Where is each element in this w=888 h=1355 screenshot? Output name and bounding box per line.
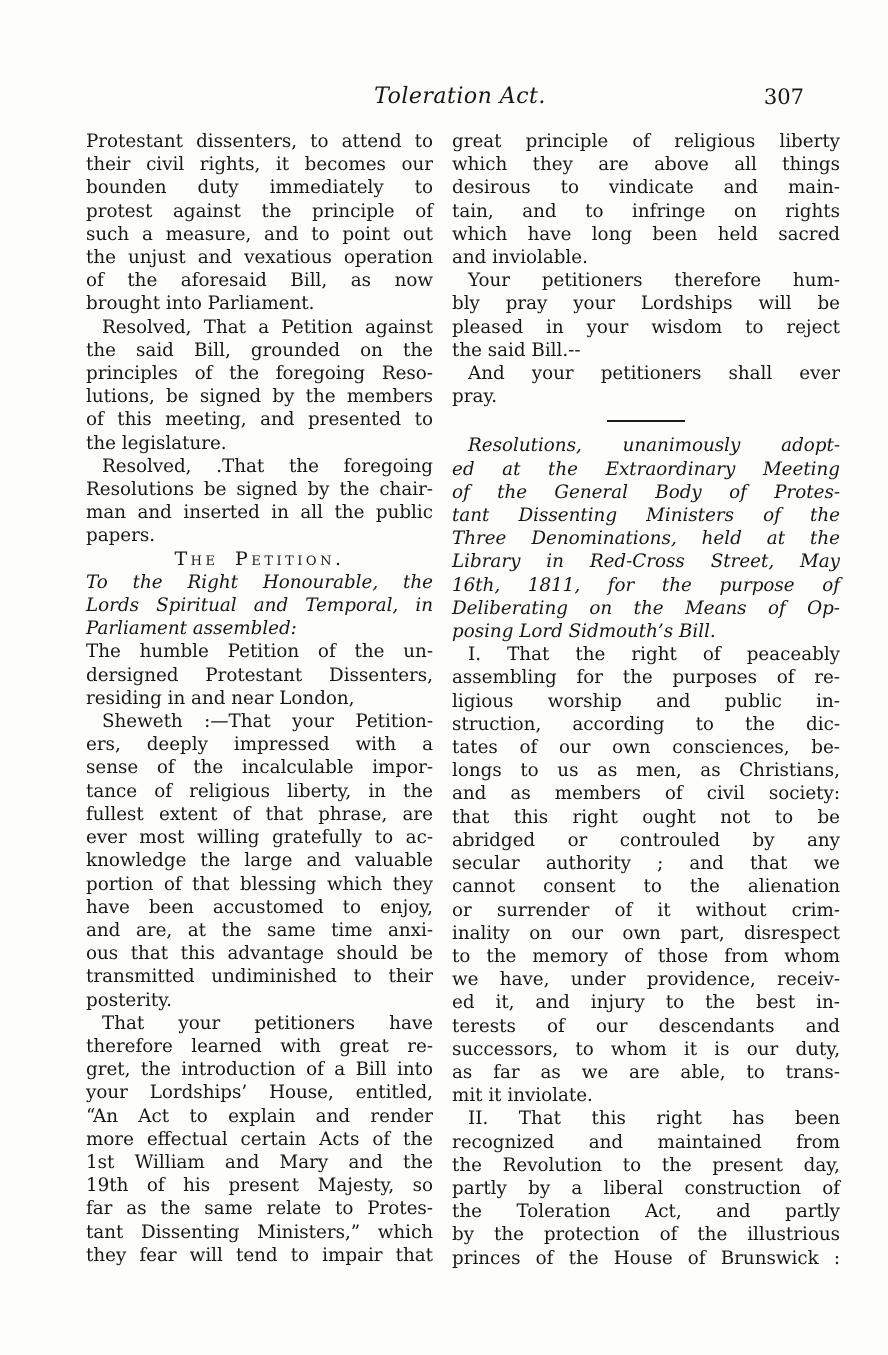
text-line: Lords Spiritual and Temporal, in [86,595,433,617]
text-line: we have, under providence, receiv- [452,969,840,991]
text-line: partly by a liberal construction of [452,1177,840,1199]
text-line: principles of the foregoing Reso- [86,363,433,385]
text-line: assembling for the purposes of re- [452,667,840,689]
text-line: or surrender of it without crim- [452,899,840,921]
text-line: princes of the House of Brunswick : [452,1247,840,1269]
text-line: they fear will tend to impair that [86,1244,433,1266]
text-line: the said Bill, grounded on the [86,339,433,361]
paragraph [452,362,840,408]
page-header [86,84,834,114]
paragraph [86,710,433,1012]
text-line: That your petitioners have [102,1012,433,1034]
text-line: of this meeting, and presented to [86,409,433,431]
text-line: desirous to vindicate and main- [452,177,840,199]
text-line: gret, the introduction of a Bill into [86,1059,433,1081]
text-line: the Toleration Act, and partly [452,1201,840,1223]
text-line: lutions, be signed by the members [86,386,433,408]
text-line: tant Dissenting Ministers of the [452,505,840,527]
text-line: Library in Red-Cross Street, May [452,551,840,573]
text-line: fullest extent of that phrase, are [86,803,433,825]
text-line: the unjust and vexatious operation [86,247,433,269]
text-line: sense of the incalculable impor- [86,757,433,779]
paragraph [86,316,433,455]
text-line: Three Denominations, held at the [452,528,840,550]
text-line: Resolutions be signed by the chair- [86,479,433,501]
text-line: that this right ought not to be [452,806,840,828]
text-line: tates of our own consciences, be- [452,737,840,759]
text-line: abridged or controuled by any [452,829,840,851]
text-line: bounden duty immediately to [86,177,433,199]
text-line: and as members of civil society: [452,783,840,805]
text-line: far as the same relate to Protes- [86,1198,433,1220]
text-line: to the memory of those from whom [452,945,840,967]
text-line: The humble Petition of the un- [86,641,433,663]
text-line: of the General Body of Protes- [452,481,840,503]
text-line: Parliament assembled: [86,618,297,640]
text-line: their civil rights, it becomes our [86,154,433,176]
text-line: ers, deeply impressed with a [86,734,433,756]
text-line: Resolved, That a Petition against [102,316,433,338]
text-line: “An Act to explain and render [86,1105,433,1127]
text-line: the said Bill.-- [452,339,581,361]
text-line: I. That the right of peaceably [468,644,840,666]
text-line: as far as we are able, to trans- [452,1061,840,1083]
text-line: To the Right Honourable, the [86,571,433,593]
text-line: 1st William and Mary and the [86,1151,433,1173]
text-line: 16th, 1811, for the purpose of [452,574,840,596]
text-line: protest against the principle of [86,200,433,222]
text-line: Resolutions, unanimously adopt- [468,435,840,457]
text-line: portion of that blessing which they [86,873,433,895]
text-line: knowledge the large and valuable [86,850,433,872]
text-line: brought into Parliament. [86,293,315,315]
text-line: pray. [452,386,498,408]
text-line: and are, at the same time anxi- [86,919,433,941]
text-line: tain, and to infringe on rights [452,200,840,222]
text-line: of the aforesaid Bill, as now [86,270,433,292]
text-line: bly pray your Lordships will be [452,293,840,315]
text-line: pleased in your wisdom to reject [452,316,840,338]
text-line: ligious worship and public in- [452,690,840,712]
text-line: Protestant dissenters, to attend to [86,131,433,152]
text-line: posterity. [86,989,172,1011]
text-line: have been accustomed to enjoy, [86,896,433,918]
text-line: great principle of religious liberty [452,131,840,152]
text-line: man and inserted in all the public [86,502,433,524]
text-line: residing in and near London, [86,687,355,709]
text-line: secular authority ; and that we [452,853,840,875]
paragraph [452,1107,840,1269]
text-line: more effectual certain Acts of the [86,1128,433,1150]
running-title: Toleration Act. [374,84,546,109]
text-line: And your petitioners shall ever [468,363,840,385]
paragraph [86,455,433,548]
text-line: therefore learned with great re- [86,1035,433,1057]
column-right [452,130,840,1270]
paragraph [86,571,433,641]
text-line: Your petitioners therefore hum- [468,270,840,292]
text-line: terests of our descendants and [452,1015,840,1037]
text-line: ed it, and injury to the best in- [452,992,840,1014]
text-line: recognized and maintained from [452,1131,840,1153]
text-line: the legislature. [86,432,227,454]
paragraph [452,643,840,1107]
divider-line [607,420,685,422]
text-line: 19th of his present Majesty, so [86,1175,433,1197]
text-line: struction, according to the dic- [452,713,840,735]
column-left [86,130,433,1270]
text-line: tance of religious liberty, in the [86,780,433,802]
text-line: and inviolable. [452,247,588,269]
text-columns [86,130,840,1270]
text-line: transmitted undiminished to their [86,966,433,988]
text-line: mit it inviolate. [452,1085,593,1107]
paragraph [86,130,433,316]
text-line: longs to us as men, as Christians, [452,760,840,782]
text-line: ous that this advantage should be [86,943,433,965]
text-line: ever most willing gratefully to ac- [86,827,433,849]
paragraph [452,269,840,362]
section-divider [452,408,840,434]
paragraph [86,1012,433,1267]
text-line: II. That this right has been [468,1108,840,1130]
text-line: which they are above all things [452,154,840,176]
text-line: Resolved, .That the foregoing [102,455,433,477]
text-line: cannot consent to the alienation [452,876,840,898]
text-line: your Lordships’ House, entitled, [86,1082,433,1104]
text-line: which have long been held sacred [452,223,840,245]
paragraph [86,640,433,710]
text-line: tant Dissenting Ministers,” which [86,1221,433,1243]
page-number: 307 [763,85,804,109]
paragraph [452,434,840,643]
text-line: ed at the Extraordinary Meeting [452,458,840,480]
text-line: dersigned Protestant Dissenters, [86,664,433,686]
text-line: Sheweth :—That your Petition- [102,711,433,733]
text-line: inality on our own part, disrespect [452,922,840,944]
text-line: such a measure, and to point out [86,223,433,245]
section-heading: The Petition. [174,547,345,570]
text-line: papers. [86,525,156,547]
text-line: successors, to whom it is our duty, [452,1038,840,1060]
text-line: the Revolution to the present day, [452,1154,840,1176]
text-line: by the protection of the illustrious [452,1224,840,1246]
paragraph [452,130,840,269]
text-line: Deliberating on the Means of Op- [452,597,840,619]
text-line: posing Lord Sidmouth’s Bill. [452,621,716,643]
